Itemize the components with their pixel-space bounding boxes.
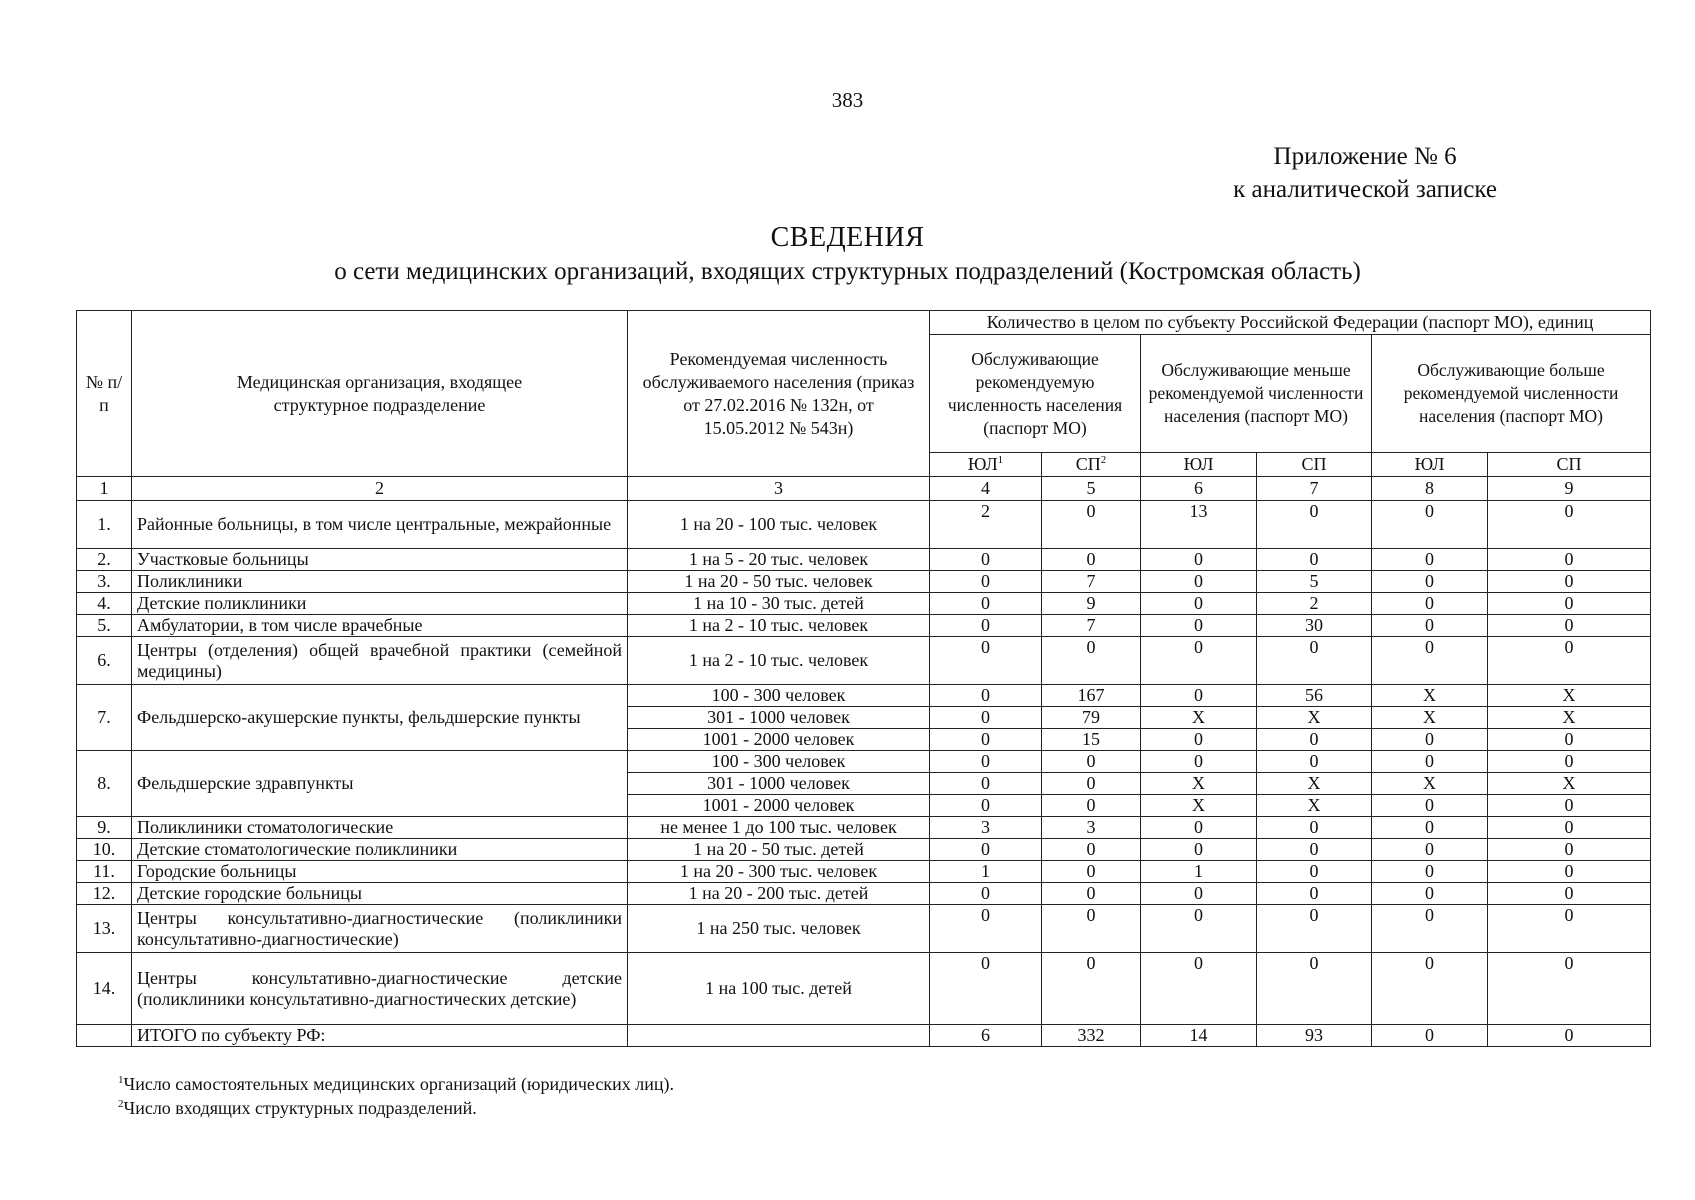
recommended-population: 1 на 2 - 10 тыс. человек xyxy=(628,637,930,685)
row-number: 7. xyxy=(77,685,132,751)
value-cell: 0 xyxy=(1488,795,1651,817)
row-number: 3. xyxy=(77,571,132,593)
value-cell: 0 xyxy=(1141,685,1257,707)
header-num: № п/п xyxy=(77,311,132,477)
value-cell: 0 xyxy=(930,549,1042,571)
value-cell: 0 xyxy=(930,751,1042,773)
total-value: 14 xyxy=(1141,1025,1257,1047)
value-cell: 0 xyxy=(1372,549,1488,571)
value-cell: 0 xyxy=(1141,637,1257,685)
row-number: 11. xyxy=(77,861,132,883)
row-number: 8. xyxy=(77,751,132,817)
header-yul-3: ЮЛ xyxy=(1372,453,1488,477)
organization-name: Районные больницы, в том числе центральные, межрайонные xyxy=(132,501,628,549)
recommended-population: 1 на 10 - 30 тыс. детей xyxy=(628,593,930,615)
recommended-population: 301 - 1000 человек xyxy=(628,707,930,729)
total-empty-cell xyxy=(628,1025,930,1047)
header-total-count: Количество в целом по субъекту Российской Федерации (паспорт МО), единиц xyxy=(930,311,1651,335)
total-value: 93 xyxy=(1257,1025,1372,1047)
page-number: 383 xyxy=(831,88,864,112)
table-row xyxy=(77,861,1651,883)
value-cell: X xyxy=(1257,773,1372,795)
value-cell: 0 xyxy=(1141,905,1257,953)
column-number: 3 xyxy=(628,477,930,501)
value-cell: 0 xyxy=(1372,501,1488,549)
value-cell: 9 xyxy=(1042,593,1141,615)
column-number: 6 xyxy=(1141,477,1257,501)
value-cell: 0 xyxy=(1042,861,1141,883)
value-cell: 0 xyxy=(1372,751,1488,773)
header-sp-2: СП xyxy=(1257,453,1372,477)
value-cell: 1 xyxy=(1141,861,1257,883)
column-number: 7 xyxy=(1257,477,1372,501)
value-cell: 0 xyxy=(1141,953,1257,1025)
organization-name: Центры (отделения) общей врачебной практики (семейной медицины) xyxy=(132,637,628,685)
value-cell: 0 xyxy=(1488,637,1651,685)
value-cell: 0 xyxy=(1042,637,1141,685)
total-label: ИТОГО по субъекту РФ: xyxy=(132,1025,628,1047)
row-number: 14. xyxy=(77,953,132,1025)
value-cell: 0 xyxy=(1042,501,1141,549)
table-row xyxy=(77,571,1651,593)
document-title: СВЕДЕНИЯ xyxy=(770,222,925,253)
header-sp-3: СП xyxy=(1488,453,1651,477)
recommended-population: 1 на 250 тыс. человек xyxy=(628,905,930,953)
table-row xyxy=(77,637,1651,685)
row-number: 12. xyxy=(77,883,132,905)
value-cell: 0 xyxy=(930,593,1042,615)
row-number: 6. xyxy=(77,637,132,685)
value-cell: 0 xyxy=(1257,861,1372,883)
header-group-more: Обслуживающие больше рекомендуемой численности населения (паспорт МО) xyxy=(1372,335,1651,453)
table-row xyxy=(77,593,1651,615)
column-number: 9 xyxy=(1488,477,1651,501)
value-cell: 0 xyxy=(1141,751,1257,773)
value-cell: 0 xyxy=(1257,549,1372,571)
organization-name: Поликлиники стоматологические xyxy=(132,817,628,839)
value-cell: 0 xyxy=(1372,905,1488,953)
value-cell: X xyxy=(1141,773,1257,795)
value-cell: 0 xyxy=(1141,571,1257,593)
recommended-population: 1 на 5 - 20 тыс. человек xyxy=(628,549,930,571)
value-cell: 0 xyxy=(930,839,1042,861)
header-yul-2: ЮЛ xyxy=(1141,453,1257,477)
row-number: 1. xyxy=(77,501,132,549)
value-cell: 0 xyxy=(930,905,1042,953)
organization-name: Детские поликлиники xyxy=(132,593,628,615)
value-cell: 0 xyxy=(1257,729,1372,751)
value-cell: 0 xyxy=(930,883,1042,905)
value-cell: 3 xyxy=(930,817,1042,839)
organization-name: Центры консультативно-диагностические детские (поликлиники консультативно-диагностических детские) xyxy=(132,953,628,1025)
row-number: 10. xyxy=(77,839,132,861)
value-cell: 0 xyxy=(1488,729,1651,751)
value-cell: X xyxy=(1372,773,1488,795)
total-value: 0 xyxy=(1488,1025,1651,1047)
value-cell: 0 xyxy=(1372,817,1488,839)
recommended-population: 301 - 1000 человек xyxy=(628,773,930,795)
value-cell: 0 xyxy=(1488,953,1651,1025)
value-cell: X xyxy=(1141,707,1257,729)
footnote-2: $^2$Число входящих структурных подразделений. xyxy=(118,1098,477,1118)
value-cell: 0 xyxy=(1372,593,1488,615)
row-number: 9. xyxy=(77,817,132,839)
appendix-line-2: к аналитической записке xyxy=(1233,176,1497,203)
value-cell: 0 xyxy=(930,637,1042,685)
footnote-1: $^1$Число самостоятельных медицинских организаций (юридических лиц). xyxy=(118,1074,674,1094)
header-organization: Медицинская организация, входящее структурное подразделение xyxy=(132,311,628,477)
value-cell: 0 xyxy=(1372,839,1488,861)
value-cell: 0 xyxy=(1257,953,1372,1025)
table-row xyxy=(77,839,1651,861)
value-cell: 0 xyxy=(1141,883,1257,905)
value-cell: 0 xyxy=(930,685,1042,707)
value-cell: 0 xyxy=(1488,549,1651,571)
value-cell: 0 xyxy=(1257,905,1372,953)
organization-name: Городские больницы xyxy=(132,861,628,883)
value-cell: 0 xyxy=(1257,637,1372,685)
value-cell: 15 xyxy=(1042,729,1141,751)
organization-name: Фельдшерско-акушерские пункты, фельдшерские пункты xyxy=(132,685,628,751)
organization-name: Фельдшерские здравпункты xyxy=(132,751,628,817)
medical-network-table xyxy=(76,310,1651,1047)
organization-name: Поликлиники xyxy=(132,571,628,593)
value-cell: 0 xyxy=(1488,571,1651,593)
value-cell: 30 xyxy=(1257,615,1372,637)
value-cell: 2 xyxy=(1257,593,1372,615)
value-cell: 0 xyxy=(1372,571,1488,593)
value-cell: 0 xyxy=(1141,615,1257,637)
value-cell: X xyxy=(1141,795,1257,817)
value-cell: 0 xyxy=(930,795,1042,817)
recommended-population: 1 на 100 тыс. детей xyxy=(628,953,930,1025)
recommended-population: 1 на 20 - 200 тыс. детей xyxy=(628,883,930,905)
value-cell: 0 xyxy=(1257,817,1372,839)
value-cell: 0 xyxy=(930,953,1042,1025)
value-cell: 0 xyxy=(1372,637,1488,685)
row-number: 4. xyxy=(77,593,132,615)
table-row xyxy=(77,905,1651,953)
appendix-note xyxy=(1233,140,1497,206)
organization-name: Амбулатории, в том числе врачебные xyxy=(132,615,628,637)
value-cell: 0 xyxy=(1488,501,1651,549)
recommended-population: не менее 1 до 100 тыс. человек xyxy=(628,817,930,839)
header-recommended-population: Рекомендуемая численность обслуживаемого населения (приказ от 27.02.2016 № 132н, от 15.05.2012 № 543н) xyxy=(628,311,930,477)
value-cell: 2 xyxy=(930,501,1042,549)
recommended-population: 1 на 20 - 50 тыс. человек xyxy=(628,571,930,593)
row-number: 2. xyxy=(77,549,132,571)
value-cell: 0 xyxy=(1042,883,1141,905)
value-cell: 0 xyxy=(1372,795,1488,817)
value-cell: 0 xyxy=(1042,953,1141,1025)
value-cell: 0 xyxy=(1042,773,1141,795)
recommended-population: 1 на 2 - 10 тыс. человек xyxy=(628,615,930,637)
table-row xyxy=(77,953,1651,1025)
column-number: 5 xyxy=(1042,477,1141,501)
value-cell: 0 xyxy=(1372,883,1488,905)
value-cell: 56 xyxy=(1257,685,1372,707)
value-cell: 0 xyxy=(1372,729,1488,751)
header-group-recommended: Обслуживающие рекомендуемую численность населения (паспорт МО) xyxy=(930,335,1141,453)
value-cell: 5 xyxy=(1257,571,1372,593)
value-cell: 0 xyxy=(930,571,1042,593)
appendix-line-1: Приложение № 6 xyxy=(1273,143,1457,170)
value-cell: 0 xyxy=(1042,751,1141,773)
recommended-population: 1 на 20 - 100 тыс. человек xyxy=(628,501,930,549)
value-cell: 0 xyxy=(1141,549,1257,571)
value-cell: 1 xyxy=(930,861,1042,883)
header-sp-1: $СП^2$ xyxy=(1042,453,1141,477)
table-row xyxy=(77,751,1651,773)
table-row xyxy=(77,883,1651,905)
row-number: 5. xyxy=(77,615,132,637)
value-cell: 0 xyxy=(1488,861,1651,883)
value-cell: 0 xyxy=(1372,861,1488,883)
value-cell: 0 xyxy=(1372,953,1488,1025)
column-number: 8 xyxy=(1372,477,1488,501)
recommended-population: 1001 - 2000 человек xyxy=(628,795,930,817)
value-cell: 0 xyxy=(1042,795,1141,817)
total-empty-cell xyxy=(77,1025,132,1047)
value-cell: 3 xyxy=(1042,817,1141,839)
value-cell: 0 xyxy=(1042,839,1141,861)
value-cell: 0 xyxy=(930,615,1042,637)
total-value: 6 xyxy=(930,1025,1042,1047)
value-cell: 0 xyxy=(1141,593,1257,615)
value-cell: 0 xyxy=(1488,817,1651,839)
total-row xyxy=(77,1025,1651,1047)
value-cell: 0 xyxy=(1488,615,1651,637)
value-cell: 0 xyxy=(1488,751,1651,773)
value-cell: 0 xyxy=(1488,883,1651,905)
recommended-population: 1 на 20 - 50 тыс. детей xyxy=(628,839,930,861)
recommended-population: 1001 - 2000 человек xyxy=(628,729,930,751)
value-cell: 13 xyxy=(1141,501,1257,549)
column-number: 2 xyxy=(132,477,628,501)
value-cell: 0 xyxy=(1257,501,1372,549)
value-cell: 0 xyxy=(1488,839,1651,861)
document-subtitle: о сети медицинских организаций, входящих структурных подразделений (Костромская область) xyxy=(334,258,1361,285)
value-cell: 0 xyxy=(1042,549,1141,571)
value-cell: 79 xyxy=(1042,707,1141,729)
value-cell: 0 xyxy=(1488,593,1651,615)
value-cell: X xyxy=(1488,707,1651,729)
table-row xyxy=(77,817,1651,839)
value-cell: 0 xyxy=(1141,839,1257,861)
header-yul-1: $ЮЛ^1$ xyxy=(930,453,1042,477)
value-cell: 0 xyxy=(1141,817,1257,839)
value-cell: 7 xyxy=(1042,615,1141,637)
table-row xyxy=(77,501,1651,549)
value-cell: 0 xyxy=(1257,839,1372,861)
value-cell: 0 xyxy=(1488,905,1651,953)
value-cell: X xyxy=(1488,685,1651,707)
value-cell: 0 xyxy=(1257,883,1372,905)
footnotes xyxy=(118,1072,674,1120)
value-cell: X xyxy=(1488,773,1651,795)
value-cell: 0 xyxy=(1372,615,1488,637)
value-cell: X xyxy=(1257,707,1372,729)
value-cell: 0 xyxy=(930,773,1042,795)
total-value: 332 xyxy=(1042,1025,1141,1047)
column-number: 1 xyxy=(77,477,132,501)
organization-name: Детские городские больницы xyxy=(132,883,628,905)
value-cell: 0 xyxy=(1141,729,1257,751)
header-group-less: Обслуживающие меньше рекомендуемой численности населения (паспорт МО) xyxy=(1141,335,1372,453)
organization-name: Участковые больницы xyxy=(132,549,628,571)
value-cell: X xyxy=(1372,707,1488,729)
value-cell: 0 xyxy=(930,729,1042,751)
recommended-population: 100 - 300 человек xyxy=(628,685,930,707)
recommended-population: 100 - 300 человек xyxy=(628,751,930,773)
organization-name: Детские стоматологические поликлиники xyxy=(132,839,628,861)
column-number: 4 xyxy=(930,477,1042,501)
value-cell: 167 xyxy=(1042,685,1141,707)
table-row xyxy=(77,615,1651,637)
value-cell: 0 xyxy=(930,707,1042,729)
value-cell: 7 xyxy=(1042,571,1141,593)
value-cell: 0 xyxy=(1257,751,1372,773)
value-cell: X xyxy=(1257,795,1372,817)
organization-name: Центры консультативно-диагностические (поликлиники консультативно-диагностические) xyxy=(132,905,628,953)
total-value: 0 xyxy=(1372,1025,1488,1047)
value-cell: X xyxy=(1372,685,1488,707)
table-row xyxy=(77,549,1651,571)
row-number: 13. xyxy=(77,905,132,953)
recommended-population: 1 на 20 - 300 тыс. человек xyxy=(628,861,930,883)
value-cell: 0 xyxy=(1042,905,1141,953)
table-row xyxy=(77,685,1651,707)
